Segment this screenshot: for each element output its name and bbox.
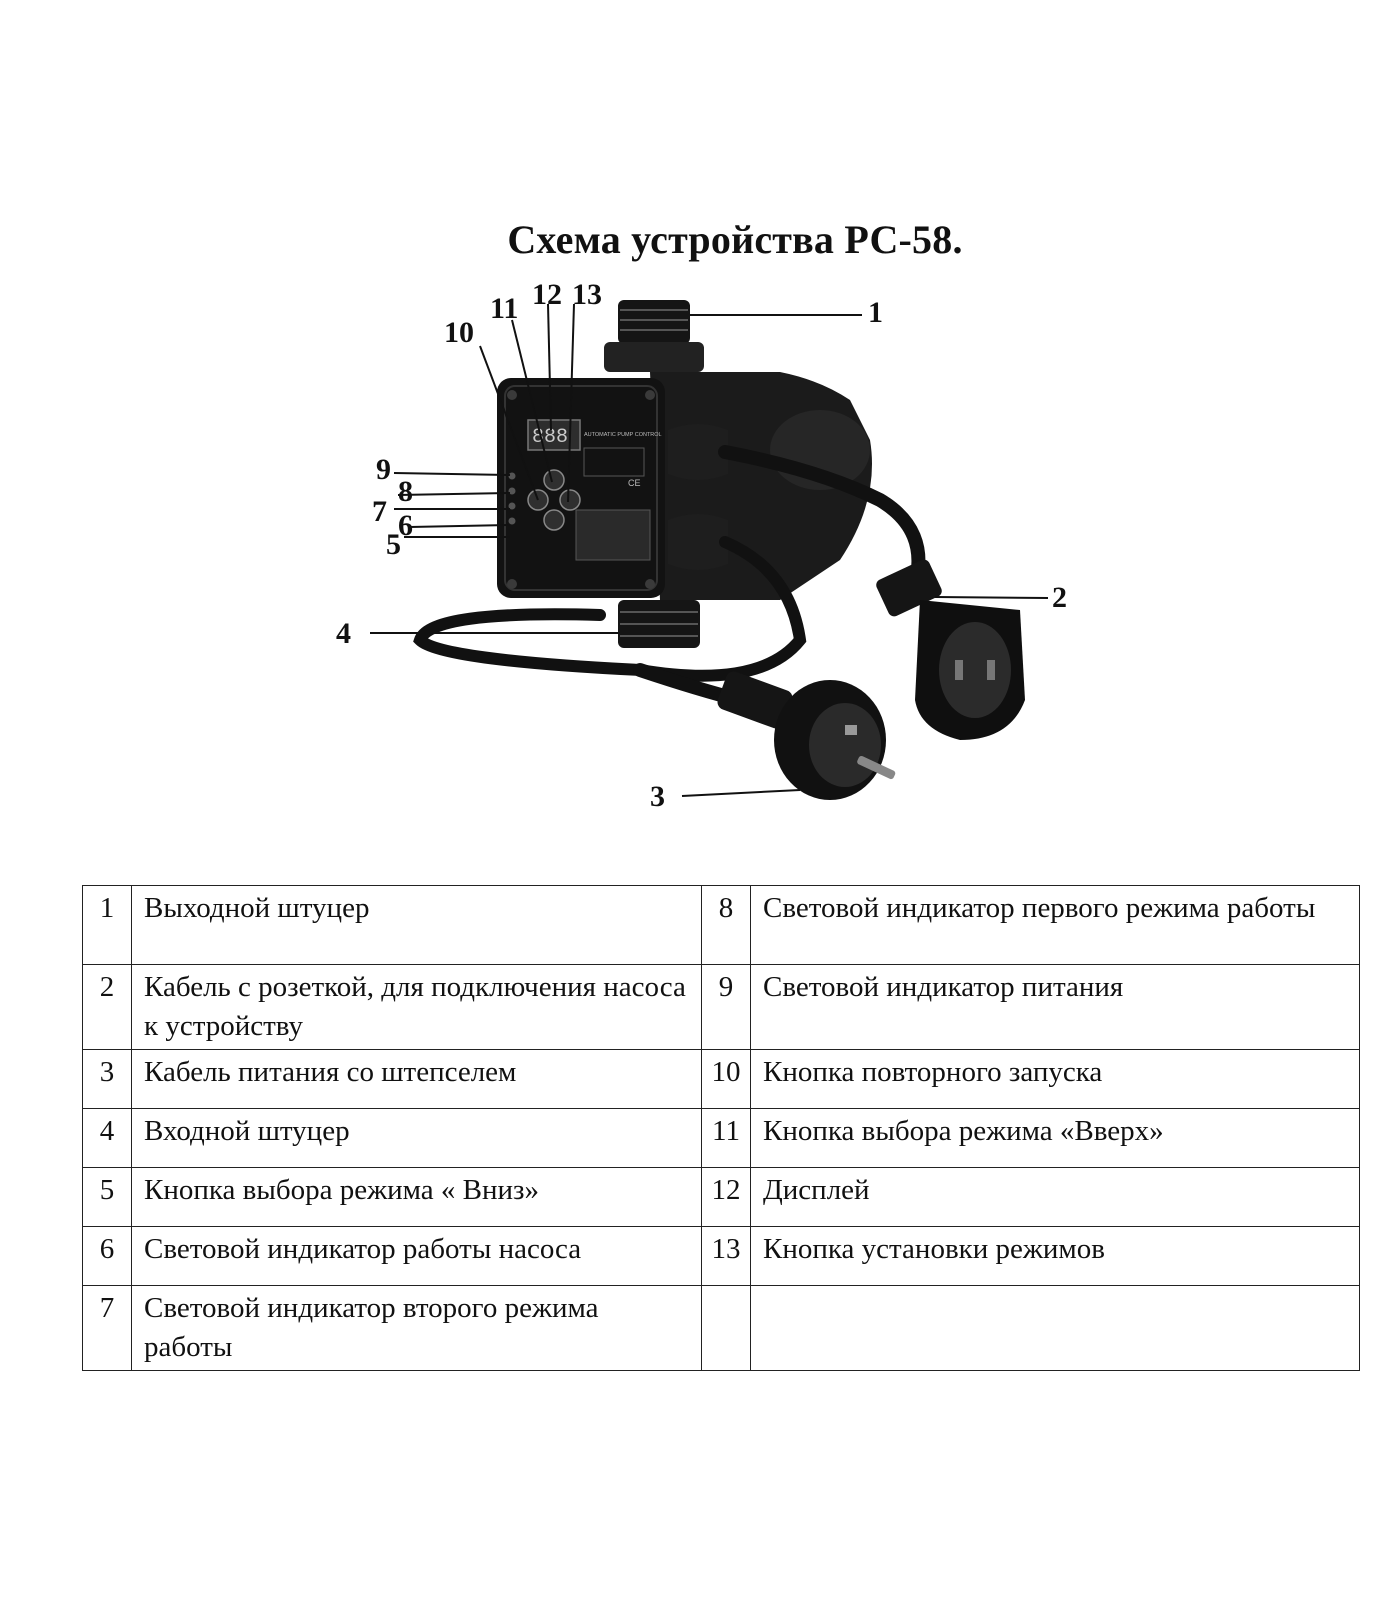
item-description: Кнопка повторного запуска (751, 1050, 1360, 1109)
callout-9: 9 (376, 453, 391, 486)
callout-12: 12 (532, 278, 562, 311)
callout-1: 1 (868, 296, 883, 329)
legend-table (82, 885, 1360, 1371)
item-description: Кнопка выбора режима «Вверх» (751, 1109, 1360, 1168)
callout-10: 10 (444, 316, 474, 349)
leader-line (410, 525, 510, 527)
item-description: Кнопка выбора режима « Вниз» (132, 1168, 702, 1227)
callout-7: 7 (372, 495, 387, 528)
table-row (83, 1286, 1360, 1371)
item-number: 11 (702, 1109, 751, 1168)
callout-2: 2 (1052, 581, 1067, 614)
item-description: Дисплей (751, 1168, 1360, 1227)
item-description: Выходной штуцер (132, 886, 702, 965)
outlet-fitting (604, 300, 704, 372)
item-number: 4 (83, 1109, 132, 1168)
item-number: 6 (83, 1227, 132, 1286)
item-number: 7 (83, 1286, 132, 1371)
item-description: Кабель с розеткой, для подключения насоса к устройству (132, 965, 702, 1050)
item-description: Световой индикатор работы насоса (132, 1227, 702, 1286)
leader-line (935, 597, 1048, 598)
item-number: 1 (83, 886, 132, 965)
power-led-icon (509, 473, 516, 480)
pump-controller-illustration (420, 300, 1025, 800)
panel-label: AUTOMATIC PUMP CONTROL (584, 432, 662, 438)
callout-6: 6 (398, 509, 413, 542)
page-title: Схема устройства РС-58. (507, 217, 963, 262)
callout-11: 11 (490, 292, 519, 325)
table-row (83, 1050, 1360, 1109)
item-number: 8 (702, 886, 751, 965)
leader-line (682, 790, 800, 796)
item-description (751, 1286, 1360, 1371)
table-row (83, 965, 1360, 1050)
inlet-fitting (618, 600, 700, 648)
set-button-icon (560, 490, 580, 510)
up-button-icon (544, 470, 564, 490)
pump-led-icon (509, 518, 516, 525)
callout-5: 5 (386, 528, 401, 561)
item-description: Световой индикатор питания (751, 965, 1360, 1050)
front-panel (497, 378, 665, 598)
plug-icon (715, 669, 896, 800)
item-description: Кабель питания со штепселем (132, 1050, 702, 1109)
item-number: 5 (83, 1168, 132, 1227)
table-row (83, 1109, 1360, 1168)
callout-3: 3 (650, 780, 665, 813)
ce-mark: CE (628, 478, 641, 488)
item-number: 10 (702, 1050, 751, 1109)
callout-13: 13 (572, 278, 602, 311)
item-description: Световой индикатор первого режима работы (751, 886, 1360, 965)
table-row (83, 1227, 1360, 1286)
item-number: 3 (83, 1050, 132, 1109)
down-button-icon (544, 510, 564, 530)
item-number (702, 1286, 751, 1371)
item-description: Световой индикатор второго режима работы (132, 1286, 702, 1371)
item-number: 12 (702, 1168, 751, 1227)
item-description: Кнопка установки режимов (751, 1227, 1360, 1286)
svg-text:888: 888 (532, 426, 569, 449)
leader-line (398, 493, 510, 495)
item-number: 2 (83, 965, 132, 1050)
table-row (83, 886, 1360, 965)
item-number: 9 (702, 965, 751, 1050)
socket-icon (874, 558, 1025, 740)
item-number: 13 (702, 1227, 751, 1286)
table-row (83, 1168, 1360, 1227)
item-description: Входной штуцер (132, 1109, 702, 1168)
callout-8: 8 (398, 475, 413, 508)
callout-4: 4 (336, 617, 351, 650)
